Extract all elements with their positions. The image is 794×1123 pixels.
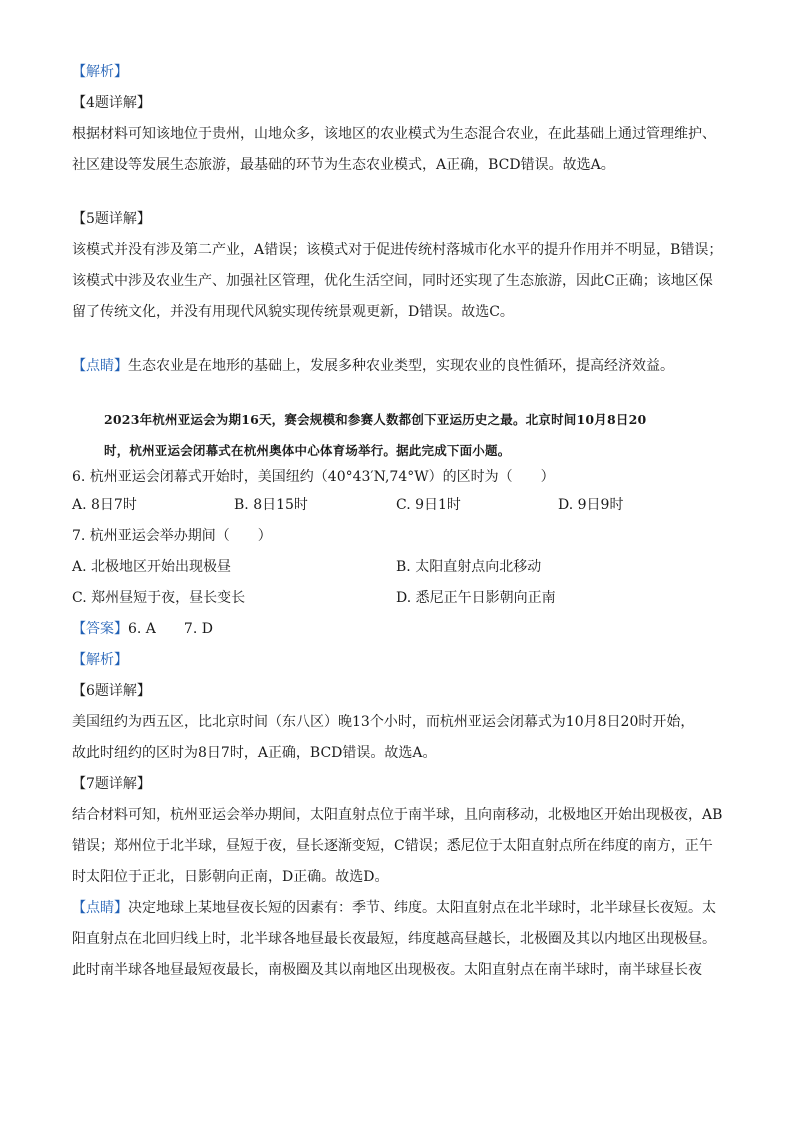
q4-detail-line: 社区建设等发展生态旅游，最基础的环节为生态农业模式，A正确，BCD错误。故选A。 — [72, 157, 615, 173]
tip-line: 阳直射点在北回归线上时，北半球各地昼最长夜最短，纬度越高昼越长，北极圈及其以内地区出现极昼。 — [72, 931, 716, 947]
q7-options-row2 — [72, 588, 744, 608]
q6-option-b: B. 8日15时 — [234, 497, 308, 513]
analysis-heading: 【解析】 — [72, 64, 128, 80]
tip-text: 生态农业是在地形的基础上，发展多种农业类型，实现农业的良性循环，提高经济效益。 — [128, 358, 674, 374]
analysis-heading-2: 【解析】 — [72, 652, 128, 668]
q7-detail-heading: 【7题详解】 — [72, 776, 151, 792]
q5-detail-line: 留了传统文化，并没有用现代风貌实现传统景观更新，D错误。故选C。 — [72, 304, 514, 320]
tip-heading-2: 【点睛】 — [72, 900, 128, 916]
tip-line: 此时南半球各地昼最短夜最长，南极圈及其以南地区出现极夜。太阳直射点在南半球时，南半球昼长夜 — [72, 962, 702, 978]
tip-paragraph — [72, 356, 744, 376]
tip-line: 决定地球上某地昼夜长短的因素有：季节、纬度。太阳直射点在北半球时，北半球昼长夜短。太 — [128, 900, 716, 916]
answer-heading: 【答案】 — [72, 621, 128, 637]
passage-line: 时，杭州亚运会闭幕式在杭州奥体中心体育场举行。据此完成下面小题。 — [104, 443, 511, 458]
answer-line — [72, 619, 744, 639]
q5-detail-line: 该模式中涉及农业生产、加强社区管理，优化生活空间，同时还实现了生态旅游，因此C正确；该地区保 — [72, 273, 713, 289]
q7-option-c: C. 郑州昼短于夜，昼长变长 — [72, 590, 246, 606]
q7-option-b: B. 太阳直射点向北移动 — [396, 559, 542, 575]
q4-detail-line: 根据材料可知该地位于贵州，山地众多，该地区的农业模式为生态混合农业，在此基础上通过管理维护、 — [72, 126, 716, 142]
page-content — [72, 62, 744, 980]
q6-option-d: D. 9日9时 — [558, 497, 624, 513]
q7-option-a: A. 北极地区开始出现极昼 — [72, 559, 232, 575]
q7-detail-line: 时太阳位于正北，日影朝向正南，D正确。故选D。 — [72, 869, 389, 885]
tip-paragraph-2 — [72, 898, 744, 918]
q5-detail-heading: 【5题详解】 — [72, 211, 151, 227]
q7-options-row1 — [72, 557, 744, 577]
passage-line: 2023年杭州亚运会为期16天，赛会规模和参赛人数都创下亚运历史之最。北京时间10月8日20 — [104, 412, 647, 427]
answer-text: 6. A 7. D — [128, 621, 213, 637]
q7-detail-line: 结合材料可知，杭州亚运会举办期间，太阳直射点位于南半球，且向南移动，北极地区开始出现极夜，AB — [72, 807, 723, 823]
q7-detail-line: 错误；郑州位于北半球，昼短于夜，昼长逐渐变短，C错误；悉尼位于太阳直射点所在纬度的南方，正午 — [72, 838, 713, 854]
q4-detail-heading: 【4题详解】 — [72, 95, 151, 111]
q6-option-c: C. 9日1时 — [396, 497, 461, 513]
q6-stem: 6. 杭州亚运会闭幕式开始时，美国纽约（40°43′N,74°W）的区时为（ ） — [72, 469, 555, 485]
q7-option-d: D. 悉尼正午日影朝向正南 — [396, 590, 556, 606]
q5-detail-line: 该模式并没有涉及第二产业，A错误；该模式对于促进传统村落城市化水平的提升作用并不明显，B错误； — [72, 242, 723, 258]
q6-option-a: A. 8日7时 — [72, 497, 137, 513]
q6-detail-line: 故此时纽约的区时为8日7时，A正确，BCD错误。故选A。 — [72, 745, 437, 761]
tip-heading: 【点睛】 — [72, 358, 128, 374]
q6-detail-line: 美国纽约为西五区，比北京时间（东八区）晚13个小时，而杭州亚运会闭幕式为10月8日20时开始， — [72, 714, 695, 730]
q6-options — [72, 495, 744, 515]
q6-detail-heading: 【6题详解】 — [72, 683, 151, 699]
q7-stem: 7. 杭州亚运会举办期间（ ） — [72, 528, 272, 544]
